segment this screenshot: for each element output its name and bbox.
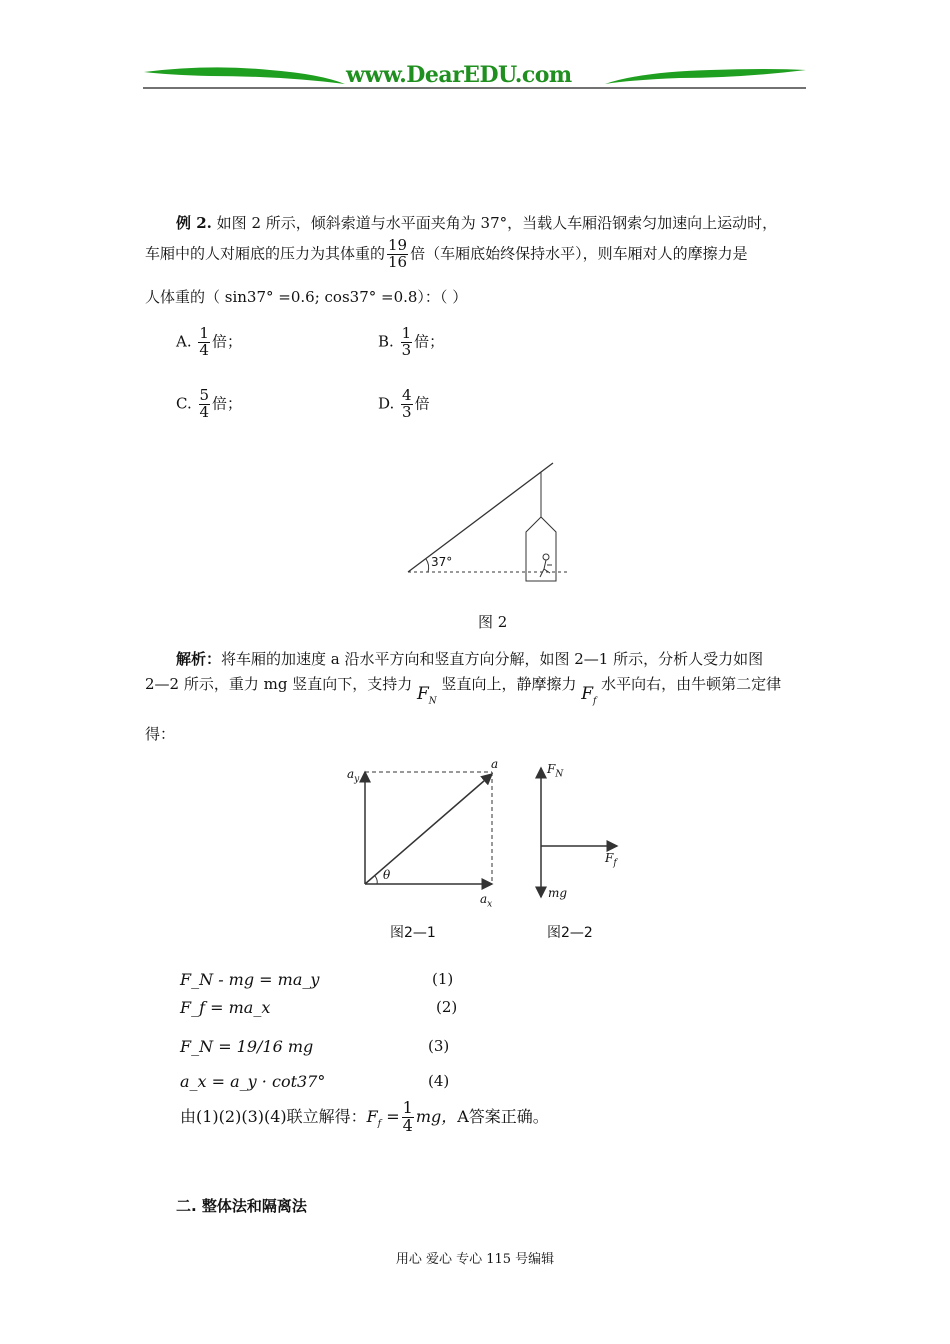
example-text-2a: 车厢中的人对厢底的压力为其体重的 — [145, 244, 386, 263]
equation-4-number: (4) — [428, 1072, 450, 1090]
page-footer: 用心 爱心 专心 115 号编辑 — [395, 1252, 555, 1267]
option-label: A. — [176, 332, 192, 351]
frac-num: 1 — [199, 324, 209, 342]
option-label: C. — [176, 394, 192, 413]
symbol: a — [480, 892, 488, 906]
symbol: F — [581, 684, 594, 704]
figure-2-caption: 图 2 — [478, 613, 508, 631]
conclusion-answer: A答案正确。 — [457, 1106, 549, 1126]
angle-label: 37° — [431, 555, 453, 569]
symbol: F — [605, 851, 614, 865]
label-mg: mg — [548, 886, 568, 900]
subscript: f — [593, 696, 597, 707]
frac-num: 5 — [199, 386, 210, 404]
analysis-text-2a: 2—2 所示，重力 mg 竖直向下，支持力 — [145, 675, 413, 693]
subscript: f — [613, 858, 617, 869]
analysis-text-2c: 水平向右，由牛顿第二定律 — [601, 675, 782, 693]
example-text-1: 如图 2 所示，倾斜索道与水平面夹角为 37°，当载人车厢沿钢索匀加速向上运动时， — [216, 214, 778, 232]
section-heading: 二. 整体法和隔离法 — [176, 1197, 307, 1215]
figures-2-1-2-2 — [340, 755, 640, 915]
label-a: a — [491, 757, 499, 771]
frac-den: 16 — [388, 252, 408, 271]
subscript: x — [487, 899, 493, 910]
option-suffix: 倍； — [414, 332, 445, 351]
option-suffix: 倍； — [211, 332, 242, 351]
label-ay — [347, 767, 359, 784]
option-fraction — [198, 326, 210, 359]
option-b — [378, 326, 444, 359]
label-ff — [605, 851, 617, 868]
example-text-2b: 倍（车厢底始终保持水平），则车厢对人的摩擦力是 — [410, 244, 748, 263]
example-line-2 — [145, 238, 748, 271]
option-c — [176, 388, 242, 421]
conclusion-pre: 由(1)(2)(3)(4)联立解得： — [180, 1106, 367, 1126]
equation-1-number: (1) — [432, 970, 454, 988]
label-ax — [480, 892, 492, 909]
analysis-text-2b: 竖直向上，静摩擦力 — [441, 675, 577, 693]
option-a — [176, 326, 242, 359]
option-suffix: 倍； — [212, 394, 243, 413]
frac-den: 3 — [402, 402, 412, 421]
symbol: F — [547, 762, 556, 776]
symbol: F — [417, 684, 429, 704]
symbol: a — [347, 767, 355, 781]
example-line-1 — [176, 212, 777, 233]
site-logo-text: www.DearEDU.com — [346, 62, 572, 88]
example-line-3: 人体重的（ sin37° =0.6; cos37° =0.8）：（ ） — [145, 288, 468, 306]
subscript: y — [354, 774, 360, 785]
conclusion-post: mg， — [415, 1106, 458, 1126]
frac-den: 4 — [402, 1115, 413, 1135]
equation-3-number: (3) — [428, 1037, 450, 1055]
frac-den: 4 — [199, 402, 210, 421]
subscript: N — [555, 769, 564, 780]
force-fn — [417, 684, 437, 707]
analysis-line-1 — [176, 648, 763, 669]
figure-2-1-caption: 图2—1 — [390, 925, 436, 941]
equation-1: F_N - mg = ma_y — [180, 970, 320, 989]
analysis-line-2 — [145, 673, 782, 707]
frac-num: 4 — [402, 386, 412, 404]
analysis-line-3: 得： — [145, 725, 176, 743]
force-ff — [581, 684, 597, 707]
label-theta: θ — [383, 868, 391, 882]
label-fn — [547, 762, 563, 779]
conclusion: 由(1)(2)(3)(4)联立解得：$F_f$ = $\frac{1}{4}$ mg，A答案正确。 — [180, 1098, 549, 1135]
option-label: B. — [378, 332, 394, 351]
equation-4: a_x = a_y · cot37° — [180, 1072, 326, 1091]
subscript: N — [428, 696, 437, 707]
frac-num: 1 — [402, 1098, 413, 1117]
option-d — [378, 388, 430, 421]
fraction — [402, 1100, 414, 1135]
equation-2-number: (2) — [436, 998, 458, 1016]
fraction-19-16 — [387, 238, 408, 271]
analysis-label: 解析： — [176, 650, 222, 668]
option-label: D. — [378, 394, 395, 413]
frac-den: 4 — [199, 340, 209, 359]
option-fraction — [199, 388, 211, 421]
figure-2-cable-car-diagram — [400, 455, 580, 590]
frac-num: 1 — [401, 324, 412, 342]
frac-den: 3 — [401, 340, 412, 359]
equation-2: F_f = ma_x — [180, 998, 271, 1017]
analysis-text-1: 将车厢的加速度 a 沿水平方向和竖直方向分解，如图 2—1 所示，分析人受力如图 — [221, 650, 764, 668]
equation-3: F_N = 19/16 mg — [180, 1037, 314, 1056]
figure-2-2-caption: 图2—2 — [547, 925, 593, 941]
option-suffix: 倍 — [414, 394, 430, 413]
option-fraction — [401, 326, 413, 359]
frac-num: 19 — [388, 236, 408, 254]
option-fraction — [401, 388, 413, 421]
example-label: 例 2. — [176, 214, 212, 232]
